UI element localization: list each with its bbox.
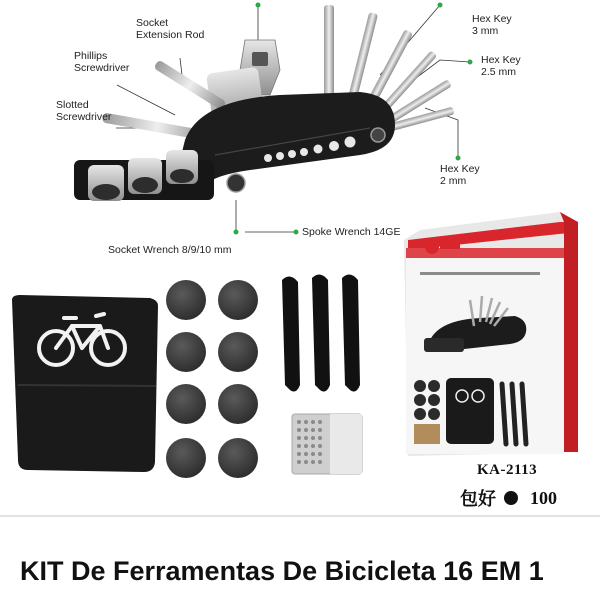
bullet-icon bbox=[504, 491, 518, 505]
patches bbox=[166, 280, 258, 478]
tire-levers bbox=[282, 274, 360, 391]
callout-hex-key-2-5mm: Hex Key 2.5 mm bbox=[481, 54, 521, 78]
product-title: KIT De Ferramentas De Bicicleta 16 EM 1 bbox=[20, 556, 544, 586]
section-divider bbox=[0, 515, 600, 517]
callout-slotted-screwdriver: Slotted Screwdriver bbox=[56, 99, 112, 123]
callout-phillips-screwdriver: Phillips Screwdriver bbox=[74, 50, 130, 74]
callout-socket-extension-rod: Socket Extension Rod bbox=[136, 17, 205, 41]
scuffer-pad bbox=[292, 414, 362, 474]
callout-hex-key-3mm: Hex Key 3 mm bbox=[472, 13, 512, 37]
box-model-number: KA-2113 bbox=[477, 462, 538, 478]
multitool bbox=[74, 5, 455, 201]
box-qty-prefix: 包好 bbox=[460, 489, 496, 509]
callout-socket-wrench: Socket Wrench 8/9/10 mm bbox=[108, 244, 232, 256]
retail-box bbox=[404, 212, 578, 456]
box-qty-value: 100 bbox=[530, 487, 557, 508]
callout-hex-key-2mm: Hex Key 2 mm bbox=[440, 163, 480, 187]
box-quantity bbox=[460, 485, 557, 511]
callout-spoke-wrench: Spoke Wrench 14GE bbox=[302, 226, 401, 238]
tool-pouch bbox=[12, 295, 158, 472]
